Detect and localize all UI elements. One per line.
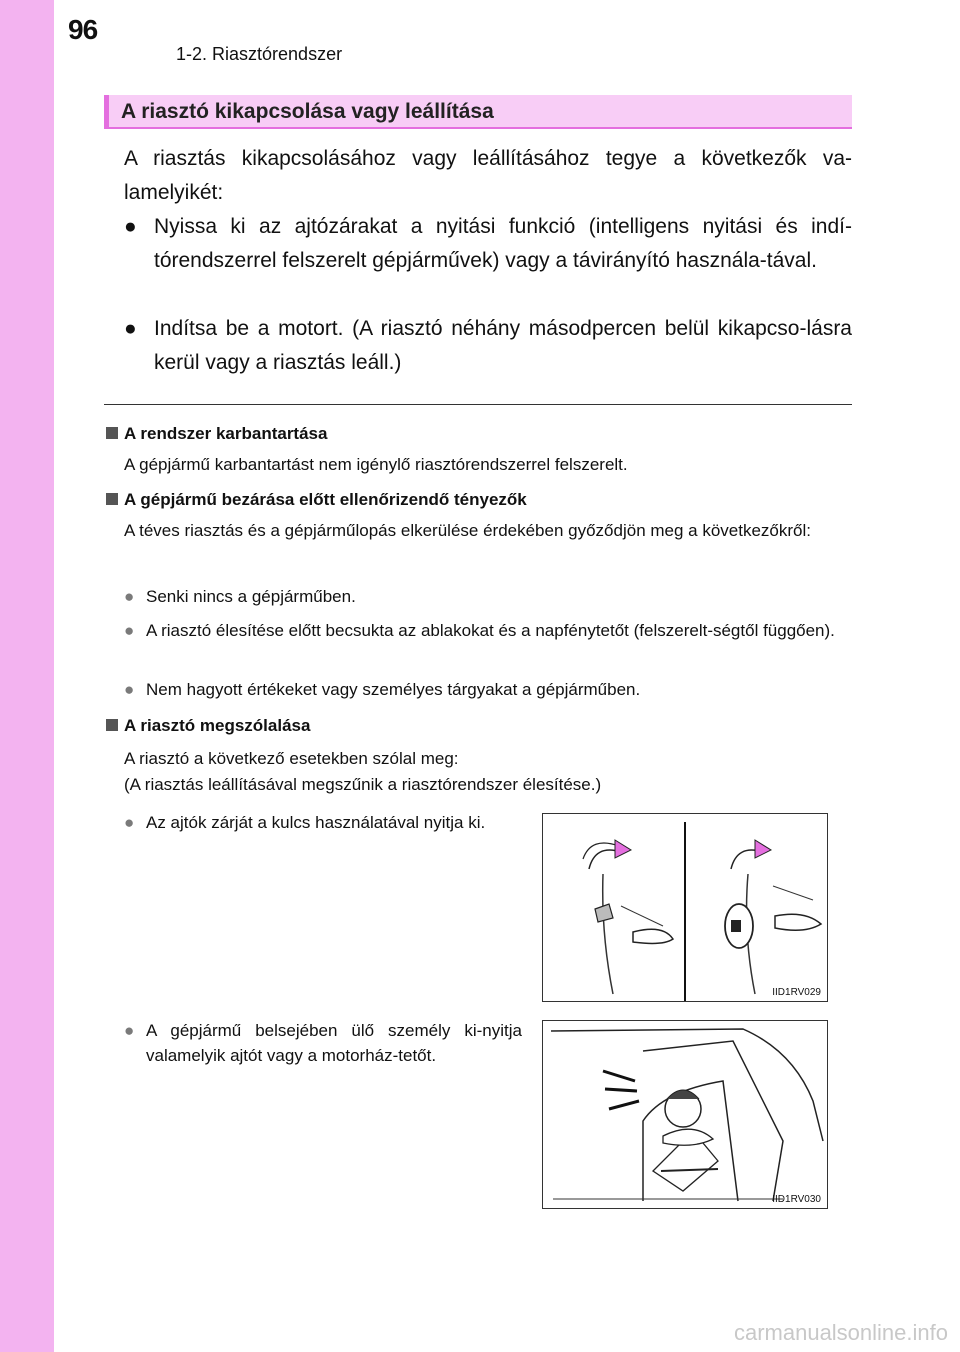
main-bullet-text: Indítsa be a motort. (A riasztó néhány másodpercen belül kikapcso-lásra kerül vagy a riasztás leáll.) (154, 317, 852, 374)
figure-key-unlock (542, 813, 828, 1002)
square-bullet-icon (106, 719, 118, 731)
main-bullet-text: Nyissa ki az ajtózárakat a nyitási funkció (intelligens nyitási és indí-tórendszerrel felszerelt gépjárművek) vagy a távirányító használa-tával. (154, 215, 852, 272)
section-title: A riasztó kikapcsolása vagy leállítása (121, 100, 494, 123)
subheading-text: A gépjármű bezárása előtt ellenőrizendő tényezők (124, 490, 527, 509)
subheading-alarm-sounds (106, 716, 310, 736)
list-item (124, 584, 852, 609)
intro-text: A riasztás kikapcsolásához vagy leállításához tegye a következők va-lamelyikét: (124, 147, 852, 204)
bullet-icon: ● (124, 621, 135, 640)
figure-code: IID1RV030 (772, 1194, 821, 1205)
alarm-sounds-text-1: A riasztó a következő esetekben szólal meg: (124, 749, 459, 768)
alarm-sounds-text-2: (A riasztás leállításával megszűnik a riasztórendszer élesítése.) (124, 775, 602, 794)
subheading-text: A rendszer karbantartása (124, 424, 328, 443)
bullet-icon: ● (124, 215, 137, 238)
side-tab (0, 0, 54, 1352)
list-item (124, 1018, 522, 1068)
maintenance-text: A gépjármű karbantartást nem igénylő riasztórendszerrel felszerelt. (124, 455, 628, 474)
key-unlock-illustration (543, 814, 827, 1001)
bullet-icon: ● (124, 587, 135, 606)
bullet-icon: ● (124, 680, 135, 699)
bullet-icon: ● (124, 1021, 135, 1040)
bullet-icon: ● (124, 813, 135, 832)
list-item (124, 677, 852, 702)
list-item (124, 810, 522, 835)
list-item-text: Nem hagyott értékeket vagy személyes tárgyakat a gépjárműben. (146, 680, 641, 699)
chapter-title: 1-2. Riasztórendszer (176, 44, 343, 64)
square-bullet-icon (106, 427, 118, 439)
main-bullet (124, 210, 852, 278)
figure-code: IID1RV029 (772, 987, 821, 998)
bullet-icon: ● (124, 317, 137, 340)
main-bullet (124, 312, 852, 380)
square-bullet-icon (106, 493, 118, 505)
section-banner (104, 95, 852, 129)
subheading-maintenance (106, 424, 327, 444)
before-locking-text: A téves riasztás és a gépjárműlopás elkerülése érdekében győződjön meg a következőkről: (124, 521, 811, 540)
figure-door-opening (542, 1020, 828, 1209)
list-item (124, 618, 852, 643)
list-item-text: A riasztó élesítése előtt becsukta az ablakokat és a napfénytetőt (felszerelt-ségtől függően). (146, 621, 835, 640)
door-opening-illustration (543, 1021, 827, 1208)
list-item-text: A gépjármű belsejében ülő személy ki-nyitja valamelyik ajtót vagy a motorház-tetőt. (146, 1021, 522, 1065)
subheading-before-locking (106, 490, 527, 510)
subheading-text: A riasztó megszólalása (124, 716, 311, 735)
list-item-text: Az ajtók zárját a kulcs használatával nyitja ki. (146, 813, 486, 832)
watermark: carmanualsonline.info (733, 1320, 948, 1345)
list-item-text: Senki nincs a gépjárműben. (146, 587, 356, 606)
divider (104, 404, 852, 405)
page-number: 96 (68, 14, 98, 45)
